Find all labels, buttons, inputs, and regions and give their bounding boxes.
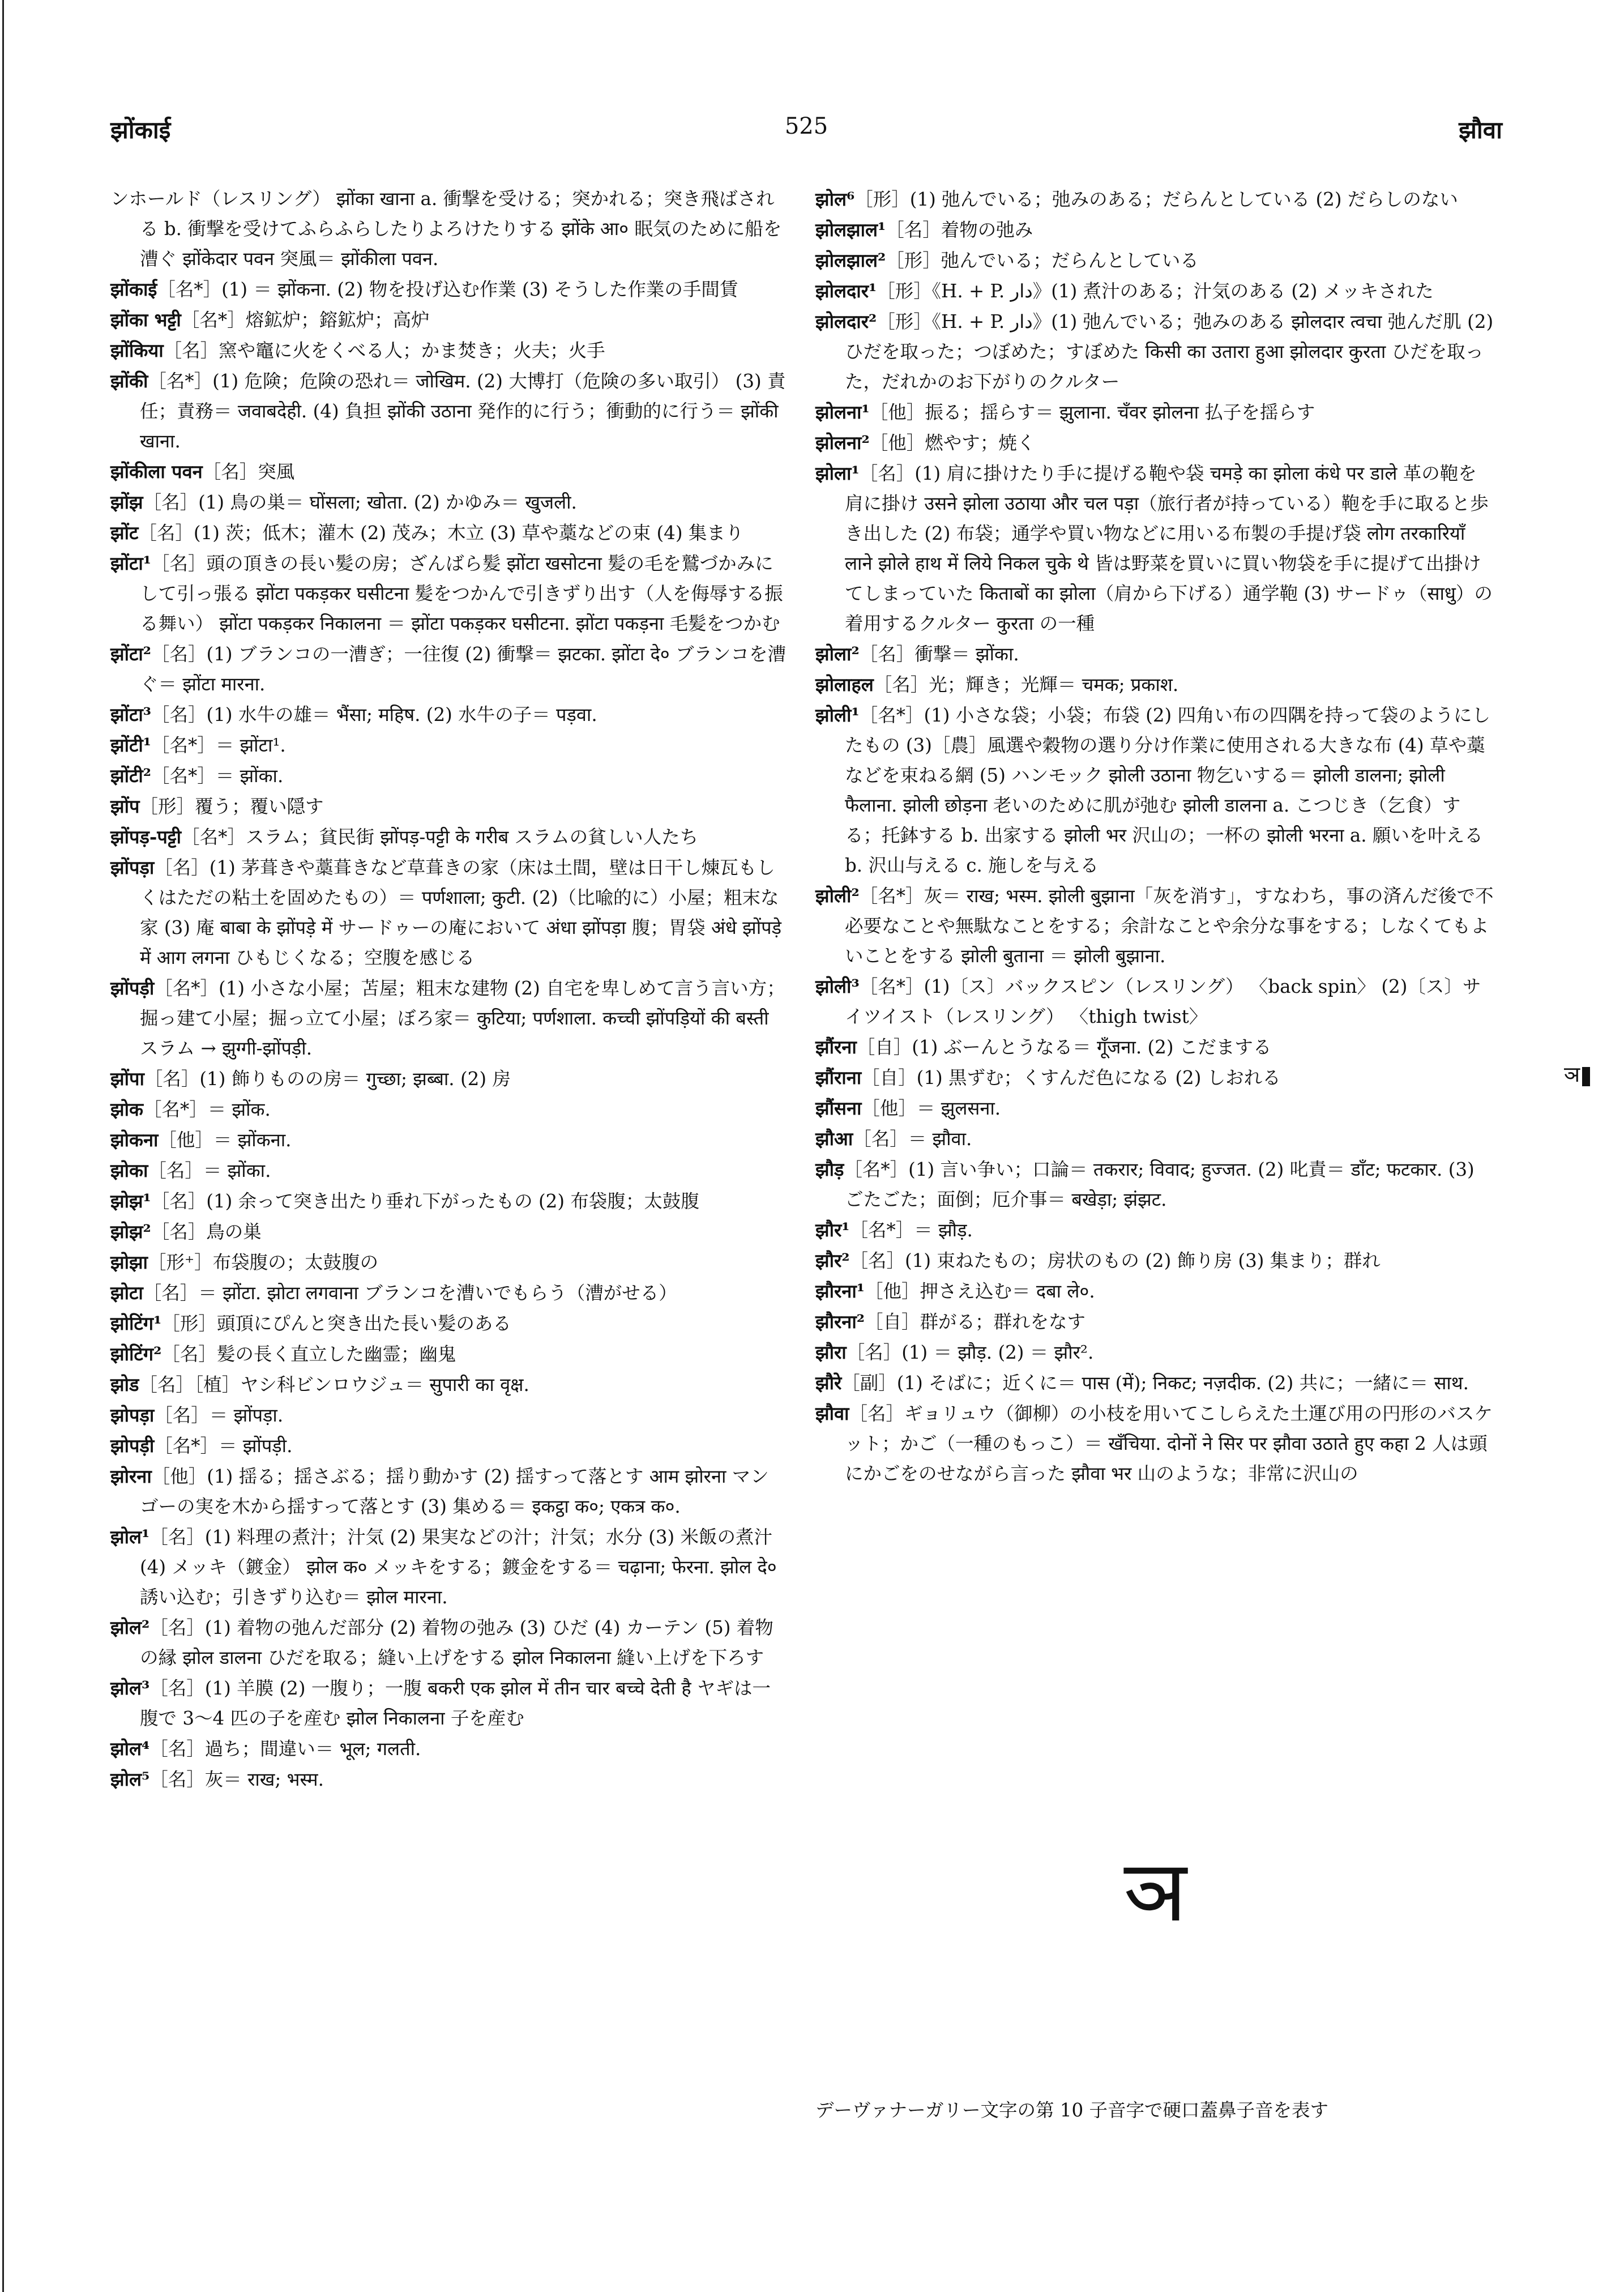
dictionary-entry: झोलना¹［他］振る；揺らす＝ झुलाना. चँवर झोलना 払子を揺らす [815,401,1315,423]
entry-headword: झौवा [815,1402,849,1424]
dictionary-entry: झोलझाल¹［名］着物の弛み [815,219,1033,241]
dictionary-entry: ンホールド（レスリング） झोंका खाना a. 衝撃を受ける；突かれる；突き飛ばされる b. 衝撃を受けてふらふらしたりよろけたりする झोंके आ० 眠気のために船を漕ぐ झोंकेदार पवन 突風＝ झोंकीला पवन. [110,188,782,270]
dictionary-entry: झोझ¹［名］(1) 余って突き出たり垂れ下がったもの (2) 布袋腹；太鼓腹 [110,1190,699,1212]
dictionary-entry: झौरे［副］(1) そばに；近くに＝ पास (में); निकट; नज़दीक. (2) 共に；一緒に＝ साथ. [815,1372,1469,1394]
dictionary-entry: झोंकीला पवन［名］突風 [110,460,295,483]
entry-headword: झोलाहल [815,673,874,695]
dictionary-entry: झोंटा¹［名］頭の頂きの長い髪の房；ざんばら髪 झोंटा खसोटना 髪の毛を鷲づかみにして引っ張る झोंटा पकड़कर घसीटना 髪をつかんで引きずり出す（人を侮辱する振る舞い） झोंटा पकड़कर निकालना ＝ झोंटा पकड़कर घसीटना. झोंटा पकड़ना 毛髪をつかむ [110,552,783,634]
dictionary-entry: झोंटी¹［名*］＝ झोंटा¹. [110,734,286,756]
entry-headword: झोल¹ [110,1526,150,1548]
thumb-index [1564,1059,1590,1089]
dictionary-entry: झौर¹［名*］＝ झौड़. [815,1219,973,1241]
entry-headword: झोंकिया [110,339,164,361]
entry-headword: झोलना¹ [815,401,870,423]
entry-headword: झौंरना [815,1036,857,1058]
dictionary-entry: झौंरना［自］(1) ぶーんとうなる＝ गूँजना. (2) こだまする [815,1036,1272,1058]
dictionary-entry: झौड़［名*］(1) 言い争い；口論＝ तकरार; विवाद; हुज्जत. (2) 叱責＝ डाँट; फटकार. (3) ごたごた；面倒；厄介事＝ बखेड़ा; झंझट. [815,1158,1475,1210]
dictionary-entry: झोंट［名］(1) 茨；低木；灌木 (2) 茂み；木立 (3) 草や藁などの束 (4) 集まり [110,522,744,544]
dictionary-entry: झोंकी［名*］(1) 危険；危険の恐れ＝ जोखिम. (2) 大博打（危険の多い取引） (3) 責任；責務＝ जवाबदेही. (4) 負担 झोंकी उठाना 発作的に行う；衝動的に行う＝ झोंकी खाना. [110,370,786,452]
entry-headword: झोंट [110,522,139,544]
entry-headword: झौरा [815,1341,847,1363]
entry-headword: झोटिंग² [110,1343,162,1365]
entry-headword: झोका [110,1159,148,1181]
thumb-index-letter: ञ [1564,1062,1580,1087]
dictionary-entry: झोल²［名］(1) 着物の弛んだ部分 (2) 着物の弛み (3) ひだ (4) カーテン (5) 着物の縁 झोल डालना ひだを取る；縫い上げをする झोल निकालना 縫い上げを下ろす [110,1616,773,1668]
entry-headword: झोझा [110,1251,148,1273]
entry-headword: झोकना [110,1129,159,1151]
dictionary-entry: झोपड़ी［名*］＝ झोंपड़ी. [110,1435,293,1457]
dictionary-entry: झौवा［名］ギョリュウ（御柳）の小枝を用いてこしらえた土運び用の円形のバスケット；かご（一種のもっこ）＝ खँचिया. दोनों ने सिर पर झौवा उठाते हुए कहा 2 人は頭にかごをのせながら言った झौवा भर 山のような；非常に沢山の [815,1402,1493,1484]
dictionary-entry: झोंका भट्टी［名*］熔鉱炉；鎔鉱炉；高炉 [110,309,430,331]
header-last-word: झौवा [1459,116,1502,144]
entry-headword: झोलझाल¹ [815,219,886,241]
entry-headword: झोलदार¹ [815,280,877,302]
entry-headword: झौर¹ [815,1219,850,1241]
dictionary-entry: झोली²［名*］灰＝ राख; भस्म. झोली बुझाना「灰を消す」，すなわち，事の済んだ後で不必要なことや無駄なことをする；余計なことや余分な事をする；しなくてもよいことをする झोली बुताना ＝ झोली बुझाना. [815,885,1494,967]
dictionary-entry: झोंटी²［名*］＝ झोंका. [110,765,284,787]
entry-headword: झोरना [110,1465,152,1487]
entry-headword: झोंप [110,795,140,817]
thumb-index-marker [1582,1067,1590,1086]
entry-headword: झोल² [110,1616,150,1638]
entry-headword: झोंकीला पवन [110,460,203,483]
dictionary-entry: झोलना²［他］燃やす；焼く [815,432,1036,454]
dictionary-entry: झौआ［名］＝ झौवा. [815,1128,972,1150]
entry-headword: झोलना² [815,432,870,454]
entry-headword: झोलदार² [815,310,877,332]
entry-headword: झोल³ [110,1677,150,1699]
dictionary-entry: झोंप［形］覆う；覆い隠す [110,795,324,817]
dictionary-entry: झोझ²［名］鳥の巣 [110,1220,262,1243]
entry-headword: झोंटी¹ [110,734,152,756]
entry-headword: झौरना¹ [815,1280,865,1302]
dictionary-entry: झौरा［名］(1) ＝ झौड़. (2) ＝ झौर². [815,1341,1094,1363]
entry-headword: झोंपा [110,1068,144,1090]
entry-headword: झोपड़ा [110,1404,155,1426]
entry-headword: झोल⁵ [110,1768,150,1790]
dictionary-entry: झोंकाई［名*］(1) ＝ झोंकना. (2) 物を投げ込む作業 (3) そうした作業の手間賃 [110,278,738,300]
entry-headword: झोली³ [815,975,860,997]
dictionary-entry: झोक［名*］＝ झोंक. [110,1098,271,1120]
dictionary-entry: झोंटा³［名］(1) 水牛の雄＝ भैंसा; महिष. (2) 水牛の子＝ पड़वा. [110,703,597,725]
entry-headword: झोटिंग¹ [110,1312,162,1334]
dictionary-entry: झोलझाल²［形］弛んでいる；だらんとしている [815,249,1199,271]
dictionary-entry: झौर²［名］(1) 束ねたもの；房状のもの (2) 飾り房 (3) 集まり；群れ [815,1249,1381,1271]
entry-headword: झोंटा² [110,643,152,665]
dictionary-entry: झोला²［名］衝撃＝ झोंका. [815,643,1019,665]
dictionary-entry: झोंकिया［名］窯や竈に火をくべる人；かま焚き；火夫；火手 [110,339,605,361]
dictionary-entry: झोटिंग²［名］髪の長く直立した幽霊；幽鬼 [110,1343,456,1365]
section-letter-note: デーヴァナーガリー文字の第 10 子音字で硬口蓋鼻子音を表す [815,2099,1329,2121]
dictionary-entry: झोली³［名*］(1)〔ス〕バックスピン（レスリング） 〈back spin〉 (2)〔ス〕サイツイスト（レスリング） 〈thigh twist〉 [815,975,1481,1027]
entry-headword: झोल⁶ [815,188,855,210]
dictionary-entry: झोका［名］＝ झोंका. [110,1159,271,1181]
dictionary-entry: झोली¹［名*］(1) 小さな袋；小袋；布袋 (2) 四角い布の四隅を持って袋のようにしたもの (3)［農］風選や穀物の選り分け作業に使用される大きな布 (4) 草や藁などを束ねる網 (5) ハンモック झोली उठाना 物乞いする＝ झोली डालना; झोली फैलाना. झोली छोड़ना 老いのために肌が弛む झोली डालना a. こつじき（乞食）する；托鉢する b. 出家する झोली भर 沢山の；一杯の झोली भरना a. 願いを叶える b. 沢山与える c. 施しを与える [815,704,1491,876]
dictionary-entry: झोंटा²［名］(1) ブランコの一漕ぎ；一往復 (2) 衝撃＝ झटका. झोंटा दे० ブランコを漕ぐ＝ झोंटा मारना. [110,643,787,695]
dictionary-entry: झोंपड़-पट्टी［名*］スラム；貧民街 झोंपड़-पट्टी के गरीब スラムの貧しい人たち [110,826,699,848]
entry-headword: झोल⁴ [110,1738,150,1760]
entry-headword: झौंराना [815,1066,862,1089]
right-column [815,184,1495,1489]
entry-headword: झोपड़ी [110,1435,155,1457]
entry-headword: झोला² [815,643,860,665]
page-header [110,113,1502,153]
dictionary-entry: झोल³［名］(1) 羊膜 (2) 一腹り；一腹 बकरी एक झोल में तीन चार बच्चे देती है ヤギは一腹で 3〜4 匹の子を産む झोल निकालना 子を産む [110,1677,771,1729]
entry-headword: झोंपड़ा [110,856,155,878]
dictionary-entry: झोंपड़ा［名］(1) 茅葺きや藁葺きなど草葺きの家（床は土間，壁は日干し煉瓦もしくはただの粘土を固めたもの）＝ पर्णशाला; कुटी. (2)（比喩的に）小屋；粗末な家 (3) 庵 बाबा के झोंपड़े में サードゥーの庵において अंधा झोंपड़ा 腹；胃袋 अंधे झोंपड़े में आग लगना ひもじくなる；空腹を感じる [110,856,782,968]
entry-headword: झोंटी² [110,765,152,787]
entry-headword: झोली² [815,885,860,907]
dictionary-entry: झोल¹［名］(1) 料理の煮汁；汁気 (2) 果実などの汁；汁気；水分 (3) 米飯の煮汁 (4) メッキ（鍍金） झोल क० メッキをする；鍍金をする＝ चढ़ाना; फेरना. झोल दे० 誘い込む；引きずり込む＝ झोल मारना. [110,1526,777,1608]
page-edge-line [2,0,4,2292]
dictionary-entry: झोंपा［名］(1) 飾りものの房＝ गुच्छा; झब्बा. (2) 房 [110,1068,511,1090]
dictionary-entry: झोटिंग¹［形］頭頂にぴんと突き出た長い髪のある [110,1312,511,1334]
entry-headword: झोंकी [110,370,148,392]
entry-headword: झोंपड़-पट्टी [110,826,182,848]
left-column [110,184,787,1795]
dictionary-entry: झोंझ［名］(1) 鳥の巣＝ घोंसला; खोता. (2) かゆみ＝ खुजली. [110,491,577,513]
header-first-word: झोंकाई [110,116,171,144]
dictionary-entry: झौरना¹［他］押さえ込む＝ दबा ले०. [815,1280,1095,1302]
entry-headword: झौरना² [815,1311,865,1333]
entry-headword: झोला¹ [815,462,860,484]
dictionary-entry: झौंसना［他］＝ झुलसना. [815,1097,1001,1119]
dictionary-entry: झोकना［他］＝ झोंकना. [110,1129,292,1151]
entry-headword: झौआ [815,1128,853,1150]
entry-headword: झोंकाई [110,278,157,300]
entry-headword: झौड़ [815,1158,844,1180]
entry-headword: झौंसना [815,1097,862,1119]
dictionary-entry: झौंराना［自］(1) 黒ずむ；くすんだ色になる (2) しおれる [815,1066,1281,1089]
section-letter: ञ [1123,1842,1187,1941]
page-number: 525 [784,113,828,139]
entry-headword: झोटा [110,1282,143,1304]
dictionary-entry: झोलदार²［形］《H. + P. دار》(1) 弛んでいる；弛みのある झोलदार त्वचा 弛んだ肌 (2) ひだを取った；つぼめた；すぼめた किसी का उतारा हुआ झोलदार कुरता ひだを取った，だれかのお下がりのクルター [815,310,1494,392]
entry-headword: झौरे [815,1372,842,1394]
entry-headword: झोझ¹ [110,1190,151,1212]
dictionary-entry: झोझा［形⁺］布袋腹の；太鼓腹の [110,1251,379,1273]
dictionary-entry: झोल⁵［名］灰＝ राख; भस्म. [110,1768,324,1790]
dictionary-entry: झोड［名］［植］ヤシ科ビンロウジュ＝ सुपारी का वृक्ष. [110,1373,529,1395]
dictionary-entry: झोटा［名］＝ झोंटा. झोटा लगवाना ブランコを漕いでもらう（漕がせる） [110,1282,677,1304]
dictionary-entry: झोरना［他］(1) 揺る；揺さぶる；揺り動かす (2) 揺すって落とす आम झोरना マンゴーの実を木から揺すって落とす (3) 集める＝ इकट्ठा क०; एकत्र क०. [110,1465,769,1517]
entry-headword: झोंटा³ [110,703,152,725]
entry-headword: झोंटा¹ [110,552,152,574]
dictionary-entry: झोल⁶［形］(1) 弛んでいる；弛みのある；だらんとしている (2) だらしのない [815,188,1458,210]
dictionary-entry: झोलाहल［名］光；輝き；光輝＝ चमक; प्रकाश. [815,673,1179,695]
dictionary-entry: झोपड़ा［名］＝ झोंपड़ा. [110,1404,284,1426]
entry-headword: झोक [110,1098,143,1120]
dictionary-entry: झोला¹［名］(1) 肩に掛けたり手に提げる鞄や袋 चमड़े का झोला कंधे पर डाले 革の鞄を肩に掛け उसने झोला उठाया और चल पड़ा（旅行者が持っている）鞄を手に取ると歩き出した (2) 布袋；通学や買い物などに用いる布製の手提げ袋 लोग तरकारियाँ लाने झोले हाथ में लिये निकल चुके थे 皆は野菜を買いに買い物袋を手に提げて出掛けてしまっていた किताबों का झोला（肩から下げる）通学鞄 (3) サードゥ（साधु）の着用するクルター कुरता の一種 [815,462,1493,634]
entry-headword: झोझ² [110,1220,151,1243]
entry-headword: झोड [110,1373,139,1395]
entry-headword: झौर² [815,1249,850,1271]
dictionary-entry: झौरना²［自］群がる；群れをなす [815,1311,1085,1333]
entry-headword: झोंका भट्टी [110,309,181,331]
entry-headword: झोली¹ [815,704,860,726]
dictionary-entry: झोलदार¹［形］《H. + P. دار》(1) 煮汁のある；汁気のある (2) メッキされた [815,280,1434,302]
dictionary-entry: झोल⁴［名］過ち；間違い＝ भूल; गलती. [110,1738,421,1760]
entry-headword: झोंपड़ी [110,977,155,999]
dictionary-entry: झोंपड़ी［名*］(1) 小さな小屋；苫屋；粗末な建物 (2) 自宅を卑しめて言う言い方；掘っ建て小屋；掘っ立て小屋；ぼろ家＝ कुटिया; पर्णशाला. कच्ची झोंपड़ियों की बस्ती スラム → झुग्गी-झोंपड़ी. [110,977,785,1059]
entry-headword: झोलझाल² [815,249,886,271]
entry-headword: झोंझ [110,491,143,513]
